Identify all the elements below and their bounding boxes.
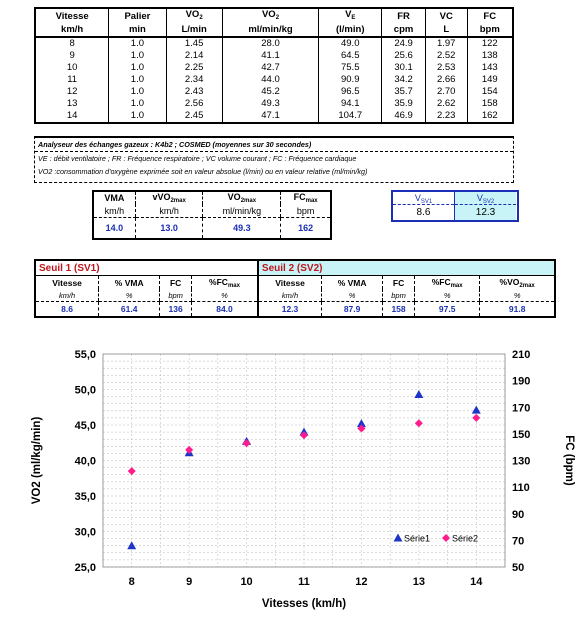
unit-cell: bpm (281, 204, 331, 218)
unit-cell: % (322, 289, 383, 302)
unit-cell: (l/min) (319, 24, 382, 37)
header-cell: % VMA (99, 276, 160, 290)
table-cell: 1.0 (109, 37, 166, 50)
table-cell: 12 (35, 86, 109, 98)
unit-cell: bpm (467, 24, 513, 37)
y-right-tick-label: 110 (512, 482, 530, 495)
y-right-tick-label: 130 (512, 455, 531, 468)
x-tick-label: 9 (186, 576, 193, 588)
unit-cell: % (99, 289, 160, 302)
unit-cell: ml/min/kg (222, 24, 319, 37)
y-left-tick-label: 35,0 (74, 491, 96, 503)
table-cell: 10 (35, 62, 109, 74)
table-cell: 14 (35, 110, 109, 123)
table-row (35, 98, 513, 110)
x-tick-label: 13 (412, 576, 425, 588)
note-analyzer: Analyseur des échanges gazeux : K4b2 ; COSMED (moyennes sur 30 secondes) (35, 138, 513, 152)
header-fr: FR (382, 8, 426, 24)
value-cell: 8.6 (61, 304, 73, 314)
table-cell: 41.1 (222, 50, 319, 62)
table-cell: 45.2 (222, 86, 319, 98)
table-cell: 94.1 (319, 98, 382, 110)
header-fc: FC (467, 8, 513, 24)
y-right-tick-label: 170 (512, 402, 531, 415)
table-cell: 75.5 (319, 62, 382, 74)
table-cell: 2.23 (425, 110, 467, 123)
table-cell: 49.0 (319, 37, 382, 50)
table-cell: 64.5 (319, 50, 382, 62)
header-vvo2max: vVO$_{2max}$ (135, 191, 203, 204)
table-cell: 2.56 (166, 98, 222, 110)
header-ve: $V_E$ (319, 8, 382, 24)
value-cell: 87.9 (322, 302, 383, 318)
table-cell: 149 (467, 74, 513, 86)
table-cell: 2.43 (166, 86, 222, 98)
vma-value: 14.0 (105, 223, 124, 233)
table-row (35, 62, 513, 74)
table-cell: 25.6 (382, 50, 426, 62)
y-right-tick-label: 50 (512, 562, 525, 574)
fcmax-value: 162 (281, 218, 331, 240)
y-left-tick-label: 45,0 (74, 420, 96, 432)
measurements-body (35, 37, 513, 123)
thresholds-header-row (35, 276, 555, 290)
header-vitesse: Vitesse (35, 8, 109, 24)
y-left-tick-label: 30,0 (74, 526, 96, 539)
thresholds-table (34, 259, 556, 318)
table-cell: 1.0 (109, 50, 166, 62)
unit-cell: km/h (135, 204, 203, 218)
value-cell: 91.8 (480, 302, 555, 318)
value-cell: 136 (160, 302, 192, 318)
table-cell: 13 (35, 98, 109, 110)
vo2max-value: 49.3 (203, 218, 281, 240)
table-cell: 154 (467, 86, 513, 98)
header-row (35, 8, 513, 24)
sv2-title: Seuil 2 (SV2) (258, 260, 555, 276)
thresholds-values-row (35, 302, 555, 318)
table-cell: 162 (467, 110, 513, 123)
table-cell: 1.97 (425, 37, 467, 50)
value-cell: 61.4 (99, 302, 160, 318)
table-row (35, 74, 513, 86)
y-right-axis-title: FC (bpm) (563, 435, 575, 486)
table-cell: 34.2 (382, 74, 426, 86)
serie1-point (472, 406, 481, 414)
note-vo2: VO2 :consommation d'oxygène exprimée soit en valeur absolue (l/min) ou en valeur relative (ml/min/kg) (38, 167, 368, 176)
vsv2-header: $V_{SV2}$ (455, 192, 516, 205)
table-cell: 8 (35, 37, 109, 50)
vvo2max-value: 13.0 (135, 218, 203, 240)
header-vc: VC (425, 8, 467, 24)
unit-cell: min (109, 24, 166, 37)
table-cell: 2.62 (425, 98, 467, 110)
header-vma: VMA (104, 193, 125, 203)
table-cell: 46.9 (382, 110, 426, 123)
note-abbreviations: VE : débit ventilatoire ; FR : Fréquence respiratoire ; VC volume courant ; FC : Fréquence cardiaque (38, 154, 357, 163)
table-cell: 96.5 (319, 86, 382, 98)
header-cell: FC (160, 276, 192, 290)
table-cell: 30.1 (382, 62, 426, 74)
threshold-speeds-box (391, 190, 519, 222)
x-tick-label: 14 (470, 576, 483, 588)
thresholds-title-row (35, 260, 555, 276)
legend-label: Série2 (452, 533, 479, 544)
unit-cell: ml/min/kg (203, 204, 281, 218)
x-tick-label: 10 (240, 576, 253, 588)
vsv2-cell (454, 192, 516, 220)
header-cell: Vitesse (52, 277, 82, 288)
legend-marker (394, 534, 403, 542)
unit-cell: % (415, 289, 480, 302)
table-cell: 35.9 (382, 98, 426, 110)
serie2-point (300, 431, 308, 439)
x-tick-label: 11 (298, 576, 310, 588)
measurements-table (34, 7, 514, 124)
y-right-tick-label: 90 (512, 508, 525, 521)
table-row (35, 110, 513, 123)
y-left-tick-label: 25,0 (74, 562, 96, 574)
table-cell: 2.34 (166, 74, 222, 86)
unit-cell: km/h (35, 24, 109, 37)
vsv1-value: 8.6 (416, 207, 431, 218)
table-cell: 2.14 (166, 50, 222, 62)
x-tick-label: 12 (355, 576, 368, 588)
units-row (35, 24, 513, 37)
legend-label: Série1 (404, 533, 431, 544)
table-cell: 143 (467, 62, 513, 74)
unit-cell: L/min (166, 24, 222, 37)
max-header-row (93, 191, 331, 204)
table-cell: 49.3 (222, 98, 319, 110)
header-cell: % VMA (322, 276, 383, 290)
table-cell: 138 (467, 50, 513, 62)
table-cell: 2.70 (425, 86, 467, 98)
table-cell: 1.45 (166, 37, 222, 50)
value-cell: 158 (383, 302, 415, 318)
vo2-fc-scatter-chart (0, 340, 580, 627)
table-cell: 2.52 (425, 50, 467, 62)
table-cell: 1.0 (109, 86, 166, 98)
unit-cell: % (480, 289, 555, 302)
vsv2-value: 12.3 (475, 207, 496, 218)
legend-marker (442, 534, 450, 542)
table-cell: 2.25 (166, 62, 222, 74)
header-vo2-rel: $VO_2$ (222, 8, 319, 24)
vsv1-cell (393, 192, 454, 220)
y-right-tick-label: 150 (512, 428, 531, 441)
x-tick-label: 8 (128, 576, 135, 588)
table-cell: 1.0 (109, 62, 166, 74)
vsv1-header: $V_{SV1}$ (393, 192, 454, 205)
y-right-tick-label: 190 (512, 375, 531, 388)
table-cell: 44.0 (222, 74, 319, 86)
table-cell: 122 (467, 37, 513, 50)
max-values-table (92, 190, 332, 240)
value-cell: 84.0 (192, 302, 258, 318)
notes-box (34, 136, 514, 183)
header-fcmax: $FC_{max}$ (281, 191, 331, 204)
max-values-row (93, 218, 331, 240)
table-cell: 2.66 (425, 74, 467, 86)
y-right-tick-label: 70 (512, 535, 525, 548)
unit-cell: % (192, 289, 258, 302)
serie2-point (185, 446, 193, 454)
table-row (35, 86, 513, 98)
table-row (35, 37, 513, 50)
table-cell: 90.9 (319, 74, 382, 86)
y-left-axis-title: VO2 (ml/kg/min) (31, 416, 43, 505)
header-vo2max: $VO_{2max}$ (203, 191, 281, 204)
header-cell: Vitesse (258, 276, 322, 290)
max-units-row (93, 204, 331, 218)
unit-cell: L (425, 24, 467, 37)
y-left-tick-label: 55,0 (74, 349, 96, 361)
table-cell: 24.9 (382, 37, 426, 50)
header-palier: Palier (109, 8, 166, 24)
sv1-title: Seuil 1 (SV1) (35, 260, 258, 276)
serie2-point (415, 419, 423, 427)
y-right-tick-label: 210 (512, 349, 531, 361)
unit-cell: km/h (93, 204, 135, 218)
header-cell: $\%FC_{max}$ (192, 276, 258, 290)
table-cell: 1.0 (109, 98, 166, 110)
unit-cell: bpm (383, 289, 415, 302)
table-cell: 47.1 (222, 110, 319, 123)
table-cell: 158 (467, 98, 513, 110)
y-left-tick-label: 40,0 (74, 455, 96, 468)
header-cell: $\%VO_{2max}$ (480, 276, 555, 290)
table-cell: 11 (35, 74, 109, 86)
unit-cell: km/h (35, 289, 99, 302)
header-cell: $\%FC_{max}$ (415, 276, 480, 290)
serie2-point (128, 467, 136, 475)
table-cell: 28.0 (222, 37, 319, 50)
unit-cell: cpm (382, 24, 426, 37)
unit-cell: bpm (160, 289, 192, 302)
table-cell: 2.45 (166, 110, 222, 123)
table-cell: 104.7 (319, 110, 382, 123)
table-cell: 42.7 (222, 62, 319, 74)
serie1-point (127, 541, 136, 549)
table-cell: 35.7 (382, 86, 426, 98)
unit-cell: km/h (258, 289, 322, 302)
x-axis-title: Vitesses (km/h) (261, 598, 347, 610)
table-cell: 9 (35, 50, 109, 62)
table-cell: 1.0 (109, 110, 166, 123)
header-vo2-abs: $VO_2$ (166, 8, 222, 24)
serie2-point (243, 439, 251, 447)
serie1-point (414, 390, 423, 398)
value-cell: 97.5 (415, 302, 480, 318)
y-left-tick-label: 50,0 (74, 384, 96, 397)
table-cell: 1.0 (109, 74, 166, 86)
serie2-point (472, 414, 480, 422)
header-cell: FC (383, 276, 415, 290)
thresholds-units-row (35, 289, 555, 302)
table-row (35, 50, 513, 62)
table-cell: 2.53 (425, 62, 467, 74)
value-cell: 12.3 (258, 302, 322, 318)
